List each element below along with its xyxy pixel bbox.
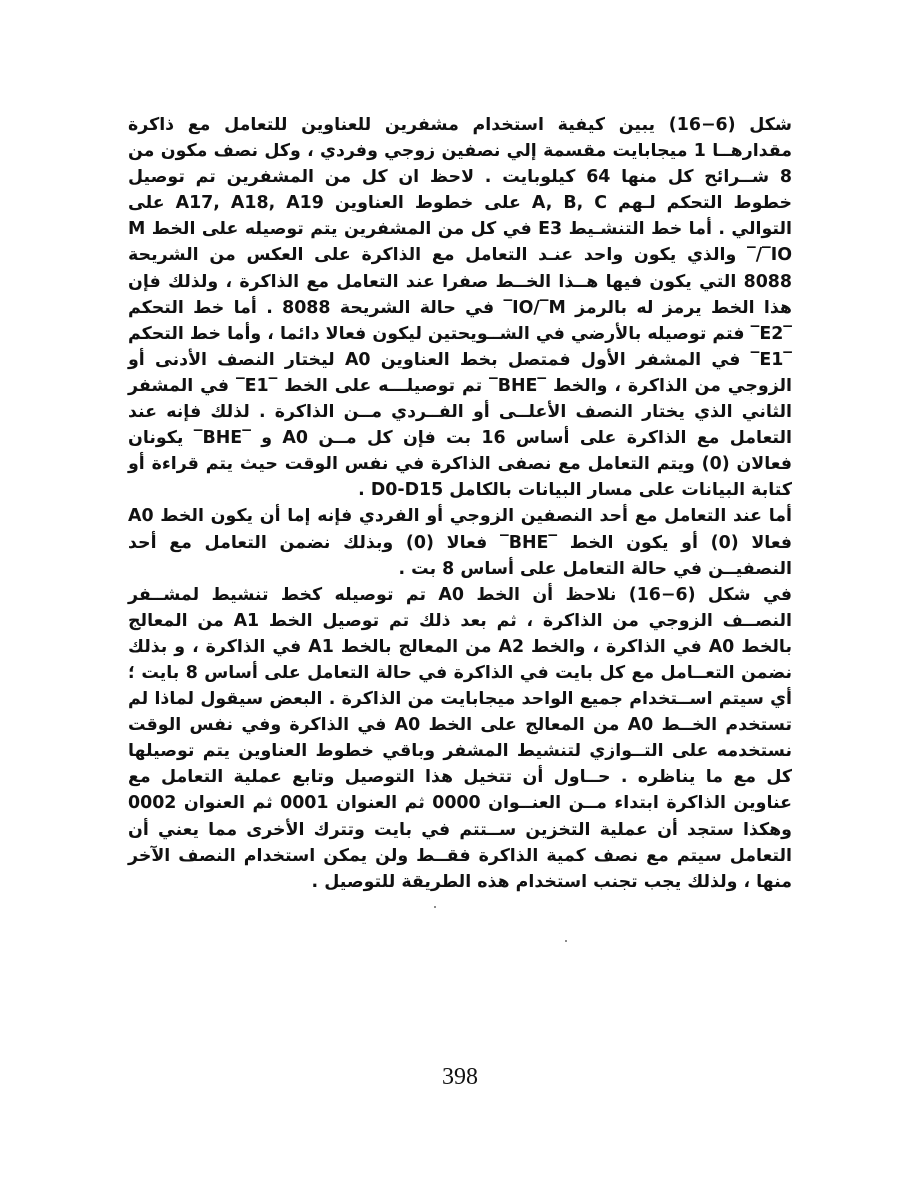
body-text [128,112,792,895]
page-number: 398 [442,1064,478,1090]
scan-speck [434,906,436,908]
paragraph-2: أما عند التعامل مع أحد النصفين الزوجي أو الفردي فإنه إما أن يكون الخط A0 فعالا (0) أو يكون الخط ‾BHE‾ فعالا (0) وبذلك نضمن التعامل مع أحد النصفيــن في حالة التعامل على أساس 8 بت . [128,506,793,579]
paragraph-1: شكل (6−16) يبين كيفية استخدام مشفرين للعناوين للتعامل مع ذاكرة مقدارهــا 1 ميجابايت مقسمة إلي نصفين زوجي وفردي ، وكل نصف مكون من 8 شــرائح كل منها 64 كيلوبايت . لاحظ ان كل من المشفرين تم توصيل خطوط التحكم لـهم A, B, C على خطوط العناوين A17, A18, A19 على التوالي . أما خط التنشـيط E3 في كل من المشفرين يتم توصيله على الخط M /‾IO‾ والذي يكون واحد عنـد التعامل مع الذاكرة على العكس من الشريحة 8088 التي يكون فيها هــذا الخــط صفرا عند التعامل مع الذاكرة ، ولذلك فإن هذا الخط يرمز له بالرمز IO/‾M‾ في حالة الشريحة 8088 . أما خط التحكم ‾E2‾ فتم توصيله بالأرضي في الشــويحتين ليكون فعالا دائما ، وأما خط التحكم ‾E1‾ في المشفر الأول فمتصل بخط العناوين A0 ليختار النصف الأدنى أو الزوجي من الذاكرة ، والخط ‾BHE‾ تم توصيلـــه على الخط ‾E1‾ في المشفر الثاني الذي يختار النصف الأعلــى أو الفــردي مــن الذاكرة . لذلك فإنه عند التعامل مع الذاكرة على أساس 16 بت فإن كل مــن A0 و ‾BHE‾ يكونان فعالان (0) ويتم التعامل مع نصفى الذاكرة في نفس الوقت حيث يتم قراءة أو كتابة البيانات على مسار البيانات بالكامل D0-D15 . [128,115,793,501]
scan-speck [565,940,567,942]
paragraph-3: في شكل (6−16) نلاحظ أن الخط A0 تم توصيله كخط تنشيط لمشــفر النصــف الزوجي من الذاكرة ، ثم بعد ذلك تم توصيل الخط A1 من المعالج بالخط A0 في الذاكرة ، والخط A2 من المعالج بالخط A1 في الذاكرة ، و بذلك نضمن التعــامل مع كل بايت في الذاكرة في حالة التعامل على أساس 8 بايت ؛ أي سيتم اســتخدام جميع الواحد ميجابايت من الذاكرة . البعض سيقول لماذا لم تستخدم الخــط A0 من المعالج على الخط A0 في الذاكرة وفي نفس الوقت نستخدمه على التــوازي لتنشيط المشفر وباقي خطوط العناوين يتم توصيلها كل مع ما يناظره . حــاول أن تتخيل هذا التوصيل وتابع عملية التعامل مع عناوين الذاكرة ابتداء مــن العنــوان 0000 ثم العنوان 0001 ثم العنوان 0002 وهكذا ستجد أن عملية التخزين ســتتم في بايت وتترك الأخرى مما يعني أن التعامل سيتم مع نصف كمية الذاكرة فقــط ولن يمكن استخدام النصف الآخر منها ، ولذلك يجب تجنب استخدام هذه الطريقة للتوصيل . [128,584,792,892]
